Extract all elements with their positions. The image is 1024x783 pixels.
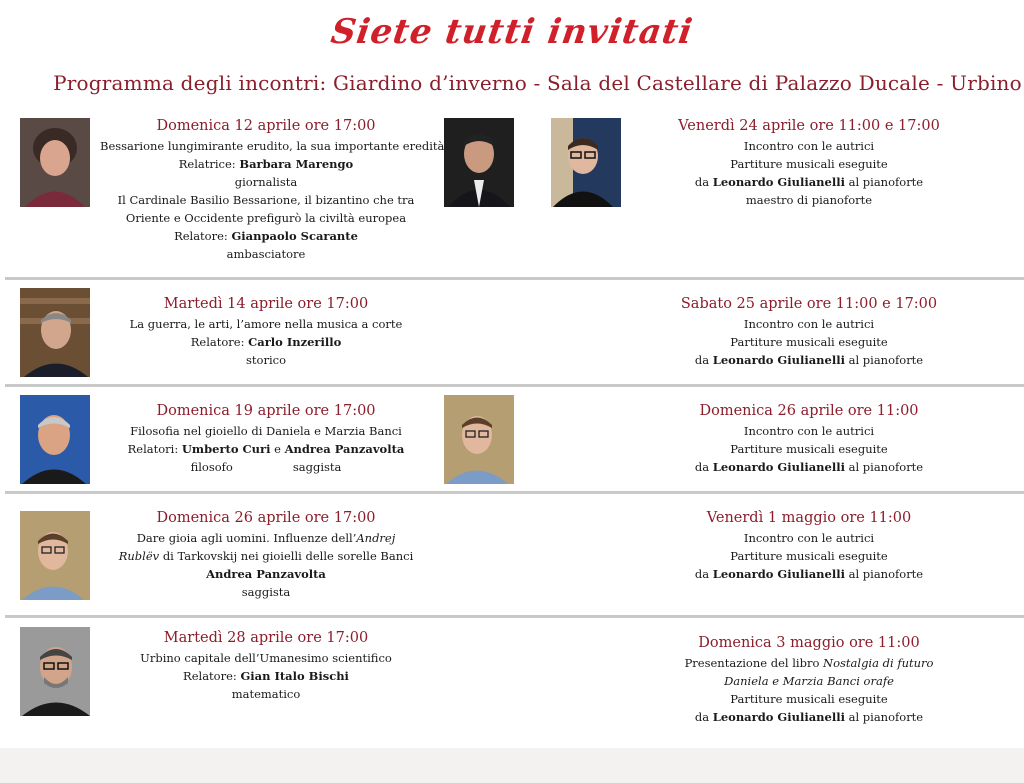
invitation-title: Siete tutti invitati (328, 12, 696, 52)
performer-line: da Leonardo Giulianelli al pianoforte (694, 460, 924, 474)
speaker-photo-scarante (444, 118, 514, 207)
talk-title: Urbino capitale dell’Umanesimo scientifico (140, 651, 392, 665)
event-date: Domenica 19 aprile ore 17:00 (156, 403, 376, 419)
concert-block: Venerdì 1 maggio ore 11:00 Incontro con le autrici Partiture musicali eseguite da Leonardo Giulianelli al pianoforte (628, 508, 990, 583)
speaker-name: Andrea Panzavolta (284, 442, 405, 456)
concert-date: Domenica 3 maggio ore 11:00 (698, 635, 920, 651)
speaker-photo-panzavolta-1 (444, 395, 514, 484)
performer-name: Leonardo Giulianelli (712, 567, 845, 581)
talk-title: Il Cardinale Basilio Bessarione, il bizantino che tra (117, 193, 415, 207)
speaker-name: Gianpaolo Scarante (231, 229, 358, 243)
talk-title: La guerra, le arti, l’amore nella musica a corte (129, 317, 403, 331)
speaker-name: Umberto Curi (181, 442, 271, 456)
book-title: Nostalgia di futuro (823, 656, 934, 670)
concert-date: Venerdì 1 maggio ore 11:00 (706, 510, 912, 526)
speaker-photo-panzavolta-2 (20, 511, 90, 600)
row-divider (5, 615, 1024, 618)
concert-date: Venerdì 24 aprile ore 11:00 e 17:00 (678, 118, 940, 134)
talk-title: Dare gioia agli uomini. Influenze dell’Andrej (136, 531, 396, 545)
performer-name: Leonardo Giulianelli (712, 353, 845, 367)
speaker-photo-marengo (20, 118, 90, 207)
concert-block: Sabato 25 aprile ore 11:00 e 17:00 Incontro con le autrici Partiture musicali eseguite da Leonardo Giulianelli al pianoforte (628, 294, 990, 369)
speaker-photo-inzerillo (20, 288, 90, 377)
performer-photo-giulianelli (551, 118, 621, 207)
speaker-name: Andrea Panzavolta (206, 567, 326, 581)
event-block (100, 116, 445, 263)
event-date: Domenica 26 aprile ore 17:00 (156, 510, 376, 526)
performer-name: Leonardo Giulianelli (712, 460, 845, 474)
book-authors: Daniela e Marzia Banci orafe (724, 674, 894, 688)
row-divider (5, 384, 1024, 387)
performer-name: Leonardo Giulianelli (712, 710, 845, 724)
speaker-name: Barbara Marengo (239, 157, 354, 171)
event-block (100, 628, 432, 703)
speaker-title: filosofo saggista (190, 460, 342, 474)
event-block (100, 401, 432, 476)
speaker-line: Relatrice: Barbara Marengo (178, 157, 354, 171)
speaker-title: ambasciatore (226, 247, 306, 261)
speaker-photo-bischi (20, 627, 90, 716)
performer-name: Leonardo Giulianelli (712, 175, 845, 189)
talk-title: Filosofia nel gioiello di Daniela e Marzia Banci (130, 424, 402, 438)
speaker-title: saggista (241, 585, 291, 599)
event-block (100, 294, 432, 369)
program-subtitle: Programma degli incontri: Giardino d’inverno - Sala del Castellare di Palazzo Ducale - Urbino (53, 71, 1022, 95)
event-date: Martedì 28 aprile ore 17:00 (163, 630, 369, 646)
speaker-photo-curi (20, 395, 90, 484)
speaker-line: Relatore: Carlo Inzerillo (190, 335, 342, 349)
performer-line: da Leonardo Giulianelli al pianoforte (694, 175, 924, 189)
speaker-title: giornalista (234, 175, 298, 189)
row-divider (5, 277, 1024, 280)
speaker-line: Relatori: Umberto Curi e Andrea Panzavolta (127, 442, 405, 456)
speaker-line: Relatore: Gian Italo Bischi (183, 669, 349, 683)
concert-block: Domenica 3 maggio ore 11:00 Presentazione del libro Nostalgia di futuro Daniela e Marzia Banci orafe Partiture musicali eseguite da Leonardo Giulianelli al pianoforte (628, 633, 990, 726)
performer-line: da Leonardo Giulianelli al pianoforte (694, 353, 924, 367)
concert-block: Venerdì 24 aprile ore 11:00 e 17:00 Incontro con le autrici Partiture musicali eseguite da Leonardo Giulianelli al pianoforte maestro di pianoforte (628, 116, 990, 209)
talk-title: Bessarione lungimirante erudito, la sua importante eredità (100, 139, 445, 153)
speaker-line: Relatore: Gianpaolo Scarante (174, 229, 358, 243)
row-divider (5, 491, 1024, 494)
concert-date: Domenica 26 aprile ore 11:00 (699, 403, 919, 419)
speaker-line (100, 565, 432, 583)
performer-line: da Leonardo Giulianelli al pianoforte (694, 567, 924, 581)
concert-block: Domenica 26 aprile ore 11:00 Incontro con le autrici Partiture musicali eseguite da Leonardo Giulianelli al pianoforte (628, 401, 990, 476)
speaker-name: Carlo Inzerillo (248, 335, 342, 349)
performer-line: da Leonardo Giulianelli al pianoforte (694, 710, 924, 724)
book-line: Presentazione del libro Nostalgia di futuro (684, 656, 934, 670)
speaker-name: Gian Italo Bischi (240, 669, 349, 683)
concert-date: Sabato 25 aprile ore 11:00 e 17:00 (680, 296, 938, 312)
talk-title: Rublëv di Tarkovskij nei gioielli delle sorelle Banci (118, 549, 414, 563)
event-date: Martedì 14 aprile ore 17:00 (163, 296, 369, 312)
speaker-title: storico (246, 353, 286, 367)
event-date: Domenica 12 aprile ore 17:00 (156, 118, 376, 134)
talk-title: Oriente e Occidente prefigurò la civiltà europea (125, 211, 407, 225)
speaker-title: matematico (231, 687, 301, 701)
event-block (100, 508, 432, 601)
